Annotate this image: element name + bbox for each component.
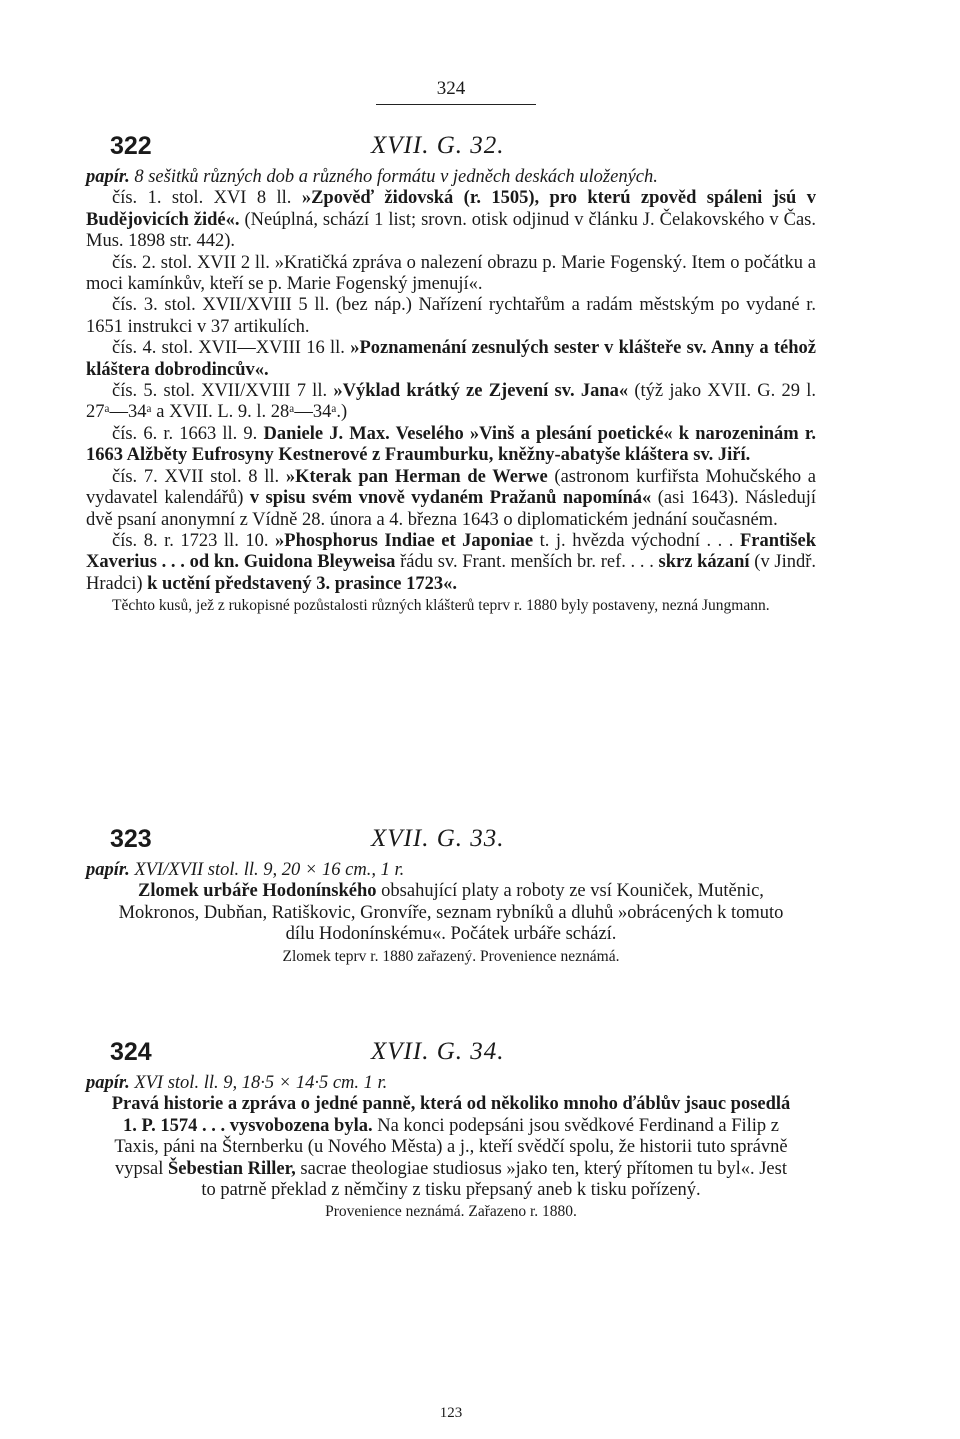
list-item: čís. 2. stol. XVII 2 ll. »Kratičká zpráva o nalezení obrazu p. Marie Fogenský. Item o počátku a moci kamínkův, kteří se p. Marie Fogenský jmenují«. xyxy=(86,252,817,295)
list-item: čís. 8. r. 1723 ll. 10. »Phosphorus Indiae et Japoniae t. j. hvězda východní . . . František Xaverius . . . od kn. Guidona Bleyweisa řádu sv. Frant. menších br. ref. . . . skrz kázaní (v Jindř. Hradci) k uctění představený 3. prasince 1723«. xyxy=(86,530,817,594)
footer-page-number: 123 xyxy=(439,1405,463,1421)
entry-note: Zlomek teprv r. 1880 zařazený. Provenience neznámá. xyxy=(282,947,620,965)
list-item: čís. 5. stol. XVII/XVIII 7 ll. »Výklad krátký ze Zjevení sv. Jana« (týž jako XVII. G. 29 l. 27ᵃ—34ᵃ a XVII. L. 9. l. 28ᵃ—34ᵃ.) xyxy=(86,381,817,423)
list-item: čís. 3. stol. XVII/XVIII 5 ll. (bez náp.) Nařízení rychtařům a radám městským po vydané r. 1651 instrukci v 37 artikulích. xyxy=(86,295,817,337)
entry-number: 322 xyxy=(110,132,152,160)
entry-description xyxy=(86,167,816,188)
entry-heading-324 xyxy=(86,1038,816,1070)
material-label: papír. xyxy=(86,1073,130,1093)
entry-note: Těchto kusů, jež z rukopisné pozůstalosti různých klášterů teprv r. 1880 byly postaveny, nezná Jungmann. xyxy=(112,597,770,615)
entry-note: Provenience neznámá. Zařazeno r. 1880. xyxy=(325,1203,577,1221)
page-number: 324 xyxy=(436,78,466,99)
entry-signature: XVII. G. 34. xyxy=(371,1038,505,1065)
description-text: 8 sešitků různých dob a různého formátu v jedněch deskách uložených. xyxy=(134,167,658,187)
list-item: čís. 7. XVII stol. 8 ll. »Kterak pan Herman de Werwe (astronom kurfiřsta Mohučského a vydavatel kalendářů) v spisu svém vnově vydaném Pražanů napomíná« (asi 1643). Následují dvě psaní anonymní z Vídně 28. února a 4. března 1643 o diplomatickém jednání současném. xyxy=(86,466,817,530)
list-item: čís. 4. stol. XVII—XVIII 16 ll. »Poznamenání zesnulých sester v klášteře sv. Anny a téhož kláštera dobrodincův«. xyxy=(86,338,816,380)
description-text: XVI/XVII stol. ll. 9, 20 × 16 cm., 1 r. xyxy=(134,860,405,880)
entry-body-322 xyxy=(86,167,816,616)
entry-text: Zlomek urbáře Hodonínského obsahující platy a roboty ze vsí Kouniček, Mutěnic, Mokronos, Dubňan, Ratiškovic, Gronvíře, seznam rybníků a dluhů »obrácených k tomuto dílu Hodonínskému«. Počátek urbáře schází. xyxy=(118,881,784,945)
entry-number: 324 xyxy=(110,1038,152,1066)
list-item: čís. 6. r. 1663 ll. 9. Daniele J. Max. Veselého »Vinš a plesání poetické« k narozeninám r. 1663 Alžběty Eufrosyny Kestnerové z Fraumburku, kněžny-abatyše kláštera sv. Jiří. xyxy=(86,423,816,466)
entry-body-324 xyxy=(86,1073,816,1222)
entry-signature: XVII. G. 33. xyxy=(371,825,505,852)
entry-signature: XVII. G. 32. xyxy=(371,132,505,159)
description-text: XVI stol. ll. 9, 18·5 × 14·5 cm. 1 r. xyxy=(134,1073,388,1093)
header-rule xyxy=(376,104,536,105)
entry-body-323 xyxy=(86,860,816,967)
entry-heading-322 xyxy=(86,132,816,164)
material-label: papír. xyxy=(86,860,130,880)
entry-text: Pravá historie a zpráva o jedné panně, která od několiko mnoho ďáblův jsauc posedlá 1. P. 1574 . . . vysvobozena byla. Na konci podepsáni jsou svědkové Ferdinand a Filip z Taxis, páni na Šternberku (u Nového Města) a j., kteří svědčí spolu, že historii tuto správně vypsal Šebestian Riller, sacrae theologiae studiosus »jako ten, který přítomen tu byl«. Jest to patrně překlad z němčiny z tisku přepsaný aneb k tisku pořízený. xyxy=(111,1094,791,1201)
material-label: papír. xyxy=(86,167,130,187)
entry-description xyxy=(86,1073,816,1094)
list-item: čís. 1. stol. XVI 8 ll. »Zpověď židovská (r. 1505), pro kterú zpověd spáleni jsú v Budějovicích židé«. (Neúplná, schází 1 list; srovn. otisk odjinud v článku J. Čelakovského v Čas. Mus. 1898 str. 442). xyxy=(86,188,817,252)
entry-heading-323 xyxy=(86,825,816,857)
entry-description xyxy=(86,860,816,881)
entry-number: 323 xyxy=(110,825,152,853)
